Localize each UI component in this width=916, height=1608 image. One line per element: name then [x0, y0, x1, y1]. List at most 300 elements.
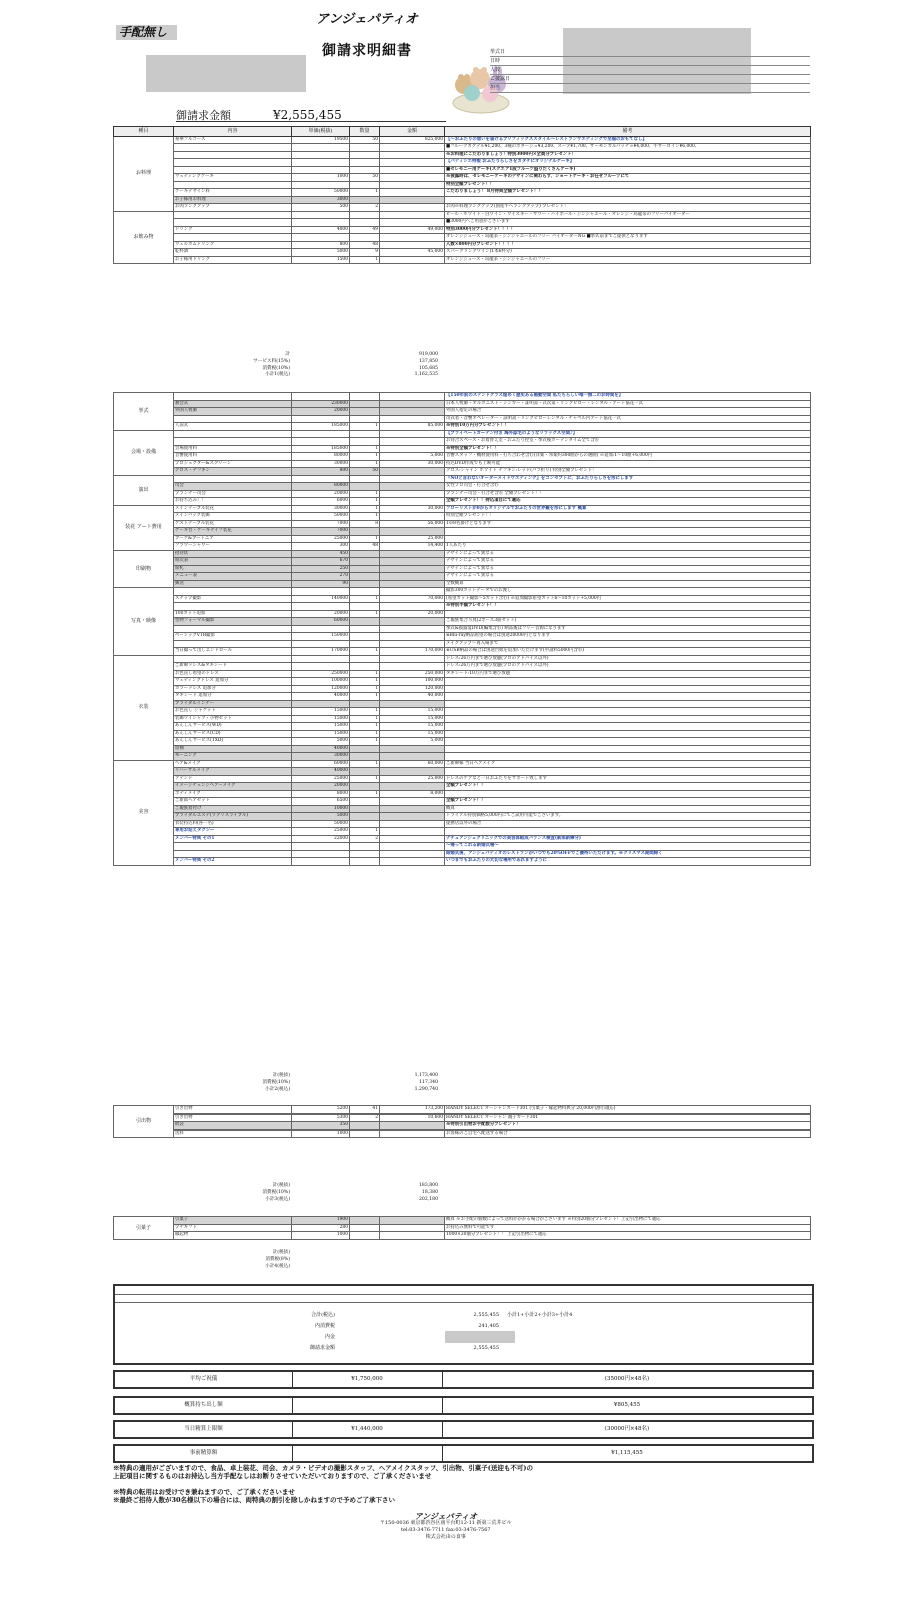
- item-cell: ご新婦ドレス&タキシード: [174, 663, 292, 671]
- item-cell: [174, 843, 292, 851]
- note-cell: 人数×800円分プレゼント！！！！: [445, 241, 811, 249]
- footer-brand: アンジェパティオ: [414, 1511, 478, 1521]
- item-cell: お色直し ジャケット: [174, 708, 292, 716]
- note-cell: [445, 610, 811, 618]
- qty-cell: 1: [350, 423, 380, 431]
- table-row: [114, 505, 811, 513]
- qty-cell: [350, 640, 380, 648]
- price-cell: [292, 393, 350, 401]
- note-cell: ※特別引出物お手配数分プレゼント！: [445, 1122, 811, 1130]
- table-row: [114, 745, 811, 753]
- price-cell: 1000: [292, 1232, 350, 1240]
- table-row: [114, 204, 811, 212]
- category-cell: 引菓子: [114, 1217, 174, 1240]
- total-label: 御請求金額: [176, 109, 231, 122]
- brand-name: アンジェパティオ: [316, 12, 418, 27]
- item-cell: [174, 166, 292, 174]
- settlement-detail: ¥1,115,455: [611, 1450, 643, 1456]
- table-row: [114, 760, 811, 768]
- subtotal-line: [170, 359, 438, 366]
- qty-cell: 1: [350, 685, 380, 693]
- note-cell: 『NOと言わないオーダーメイドウエディング』をコンセプトに、おふたりらしさを形にします: [445, 475, 811, 483]
- qty-cell: [350, 580, 380, 588]
- qty-cell: [350, 700, 380, 708]
- amount-cell: [380, 798, 445, 806]
- amount-cell: [380, 565, 445, 573]
- item-cell: リハーサルメイク: [174, 768, 292, 776]
- note-cell: 特別3000円分プレゼント！！！！: [445, 226, 811, 234]
- footnote-line: ※特典の適用がございますので、食品、卓上装花、司会、カメラ・ビデオの撮影スタッフ、ヘアメイクスタッフ、引出物、引菓子(送迎も不可)の: [113, 1464, 533, 1472]
- price-cell: 5000: [292, 738, 350, 746]
- amount-cell: [380, 174, 445, 182]
- table-row: [114, 453, 811, 461]
- note-cell: こだわりましょう！ 8月特典全額プレゼント！！: [445, 189, 811, 197]
- item-cell: イメージチェンジヘアーメイク: [174, 783, 292, 791]
- table-row: [114, 708, 811, 716]
- item-cell: お持ち込み！！: [174, 498, 292, 506]
- amount-cell: 15,000: [380, 723, 445, 731]
- amount-cell: [380, 415, 445, 423]
- amount-cell: 15,000: [380, 708, 445, 716]
- subtotal-line: [170, 1183, 438, 1190]
- item-cell: 引き出物: [174, 1114, 292, 1122]
- qty-cell: 1: [350, 595, 380, 603]
- qty-cell: [350, 483, 380, 491]
- item-cell: 100カット追加: [174, 610, 292, 618]
- item-cell: 当日撮って出しエンドロール: [174, 648, 292, 656]
- note-cell: ※披露時は、セレモニーケーキのデザインに関わらず、ショートケーキ・お任せフルーツにて: [445, 174, 811, 182]
- item-cell: 型物フォーマル撮影: [174, 618, 292, 626]
- table-row: [114, 850, 811, 858]
- item-cell: あんしんサービス(TXD): [174, 738, 292, 746]
- subtotal-line: [170, 366, 438, 373]
- table-row: [114, 625, 811, 633]
- table-row: [114, 159, 811, 167]
- price-cell: 22000: [292, 835, 350, 843]
- price-cell: 250: [292, 565, 350, 573]
- table-row: [114, 670, 811, 678]
- price-cell: [292, 159, 350, 167]
- note-cell: ■3000円へご用意がございます: [445, 219, 811, 227]
- item-cell: あんしんサービス(CD): [174, 730, 292, 738]
- table-row: [114, 805, 811, 813]
- price-cell: 60000: [292, 760, 350, 768]
- note-cell: 司式者・音響オペレーター・証明書・リングピローレンタル・チャペル内アート協花一式: [445, 415, 811, 423]
- qty-cell: 48: [350, 543, 380, 551]
- item-cell: あんしんサービス(WD): [174, 723, 292, 731]
- price-cell: 670: [292, 558, 350, 566]
- subtotal-label: サービス料(15%): [253, 358, 290, 364]
- amount-cell: 5,000: [380, 453, 445, 461]
- note-cell: [445, 196, 811, 204]
- item-cell: ベーシックVTR撮影: [174, 633, 292, 641]
- price-cell: 3000: [292, 196, 350, 204]
- note-cell: [445, 738, 811, 746]
- note-cell: ナチュアンジェクリニックでの美容体組成バランス検査(新郎新婦分): [445, 835, 811, 843]
- qty-cell: 1: [350, 730, 380, 738]
- table-row: [114, 249, 811, 257]
- summary-box: [113, 1284, 814, 1365]
- amount-cell: 49,000: [380, 226, 445, 234]
- note-cell: 外国人指定の場合: [445, 408, 811, 416]
- subtotal-line: [170, 1087, 438, 1094]
- note-cell: 全数概算: [445, 580, 811, 588]
- amount-cell: [380, 588, 445, 596]
- qty-cell: 1: [350, 693, 380, 701]
- item-cell: アテンド: [174, 775, 292, 783]
- item-cell: [174, 603, 292, 611]
- item-cell: ご親族着付け: [174, 805, 292, 813]
- table-row: [114, 460, 811, 468]
- price-cell: 800: [292, 468, 350, 476]
- summary-value: 241,405: [478, 1323, 499, 1329]
- amount-cell: 25,000: [380, 535, 445, 543]
- qty-cell: [350, 768, 380, 776]
- note-cell: お待合スペース・お着替え室・おふたり控室・挙式後ガーデンタイム全て含む: [445, 438, 811, 446]
- item-cell: お子様用お料理: [174, 196, 292, 204]
- item-cell: メンバー特典 その1: [174, 835, 292, 843]
- total-value: ¥2,555,455: [273, 108, 342, 122]
- info-field: 担当: [490, 84, 810, 93]
- price-cell: 120000: [292, 685, 350, 693]
- note-cell: いつまでもおふたりの大切な場所であれますように: [445, 858, 811, 866]
- table-row: [114, 693, 811, 701]
- note-cell: 全額プレゼント！！持込項目にて適応: [445, 498, 811, 506]
- table-row: [114, 738, 811, 746]
- item-cell: お子様用ドリンク: [174, 256, 292, 264]
- item-cell: 招待状: [174, 550, 292, 558]
- amount-cell: [380, 468, 445, 476]
- table-row: [114, 1232, 811, 1240]
- price-cell: 150000: [292, 633, 350, 641]
- item-cell: [174, 219, 292, 227]
- subtotal-value: 117,340: [419, 1079, 438, 1085]
- amount-cell: [380, 663, 445, 671]
- table-row: [114, 219, 811, 227]
- qty-cell: [350, 166, 380, 174]
- amount-cell: 14,400: [380, 543, 445, 551]
- price-cell: 15000: [292, 723, 350, 731]
- table-row: [114, 1224, 811, 1232]
- note-cell: デザインによって異なる: [445, 565, 811, 573]
- subtotal-line: [170, 1264, 438, 1271]
- table-row: [114, 828, 811, 836]
- amount-cell: [380, 1130, 445, 1138]
- amount-cell: [380, 655, 445, 663]
- note-cell: [445, 745, 811, 753]
- item-cell: タキシード 追加分: [174, 693, 292, 701]
- note-cell: ドレス:26万円まで選び放題(プロのアドバイス以外): [445, 663, 811, 671]
- price-cell: [292, 234, 350, 242]
- item-cell: [174, 588, 292, 596]
- note-cell: 全額プレゼント！！: [445, 783, 811, 791]
- price-cell: 300: [292, 543, 350, 551]
- price-cell: 90: [292, 580, 350, 588]
- amount-cell: [380, 805, 445, 813]
- price-cell: 10000: [292, 805, 350, 813]
- amount-cell: 20,000: [380, 610, 445, 618]
- item-cell: プロジェクター&スクリーン: [174, 460, 292, 468]
- amount-cell: 40,000: [380, 693, 445, 701]
- note-cell: オレンジジュース・烏龍茶・ジンジャエールのフリー バイオーダーNG ■挙式前までご提供となります: [445, 234, 811, 242]
- qty-cell: 1: [350, 505, 380, 513]
- info-field: 人数: [490, 66, 810, 75]
- qty-cell: 1: [350, 715, 380, 723]
- qty-cell: [350, 1232, 380, 1240]
- subtotal-value: 1,290,740: [414, 1086, 438, 1092]
- page-title: 御請求明細書: [322, 43, 412, 59]
- qty-cell: 48: [350, 241, 380, 249]
- price-cell: [292, 166, 350, 174]
- price-cell: 1000: [292, 174, 350, 182]
- category-cell: 写真・映像: [114, 588, 174, 656]
- qty-cell: [350, 1130, 380, 1138]
- price-cell: 40000: [292, 745, 350, 753]
- note-cell: 概算: [445, 805, 811, 813]
- table-row: [114, 1114, 811, 1122]
- qty-cell: [350, 393, 380, 401]
- note-cell: お肉※料理ランクアップ(国産牛へランクアップ) プレゼント！: [445, 204, 811, 212]
- table-row: [114, 256, 811, 264]
- qty-cell: [350, 159, 380, 167]
- price-cell: 30000: [292, 460, 350, 468]
- item-cell: [174, 430, 292, 438]
- table-row: [114, 181, 811, 189]
- qty-cell: [350, 211, 380, 219]
- amount-cell: 170,000: [380, 648, 445, 656]
- item-cell: [174, 181, 292, 189]
- item-cell: [174, 151, 292, 159]
- qty-cell: 1: [350, 828, 380, 836]
- amount-cell: [380, 445, 445, 453]
- subtotal-value: 105,685: [419, 365, 438, 371]
- subtotal-line: [170, 1257, 438, 1264]
- table-row: [114, 400, 811, 408]
- note-cell: 【プライベートガーデン付き 海外邸宅のようなリラックス空間♪】: [445, 430, 811, 438]
- item-cell: モーニング: [174, 753, 292, 761]
- note-cell: HANDY SELECT オーシャン 親子カード301: [445, 1114, 811, 1122]
- amount-cell: [380, 828, 445, 836]
- summary-line: [175, 1343, 795, 1354]
- subtotal-line: [170, 1073, 438, 1080]
- qty-cell: [350, 408, 380, 416]
- price-cell: 185000: [292, 445, 350, 453]
- amount-cell: [380, 151, 445, 159]
- qty-cell: [350, 430, 380, 438]
- table-row: [114, 768, 811, 776]
- info-fields: [490, 48, 810, 93]
- price-cell: [292, 663, 350, 671]
- note-cell: 挙式&披露宴DVD(編集含む) 納品後はフリー音源になります: [445, 625, 811, 633]
- amount-cell: [380, 813, 445, 821]
- settlement-detail: (35000円×48名): [604, 1376, 650, 1382]
- table-row: [114, 423, 811, 431]
- amount-cell: [380, 400, 445, 408]
- price-cell: 1500: [292, 256, 350, 264]
- qty-cell: [350, 858, 380, 866]
- price-cell: 230000: [292, 400, 350, 408]
- price-cell: 1000: [292, 1130, 350, 1138]
- note-cell: 【パティシエ特製 おふたりらしさをカタチにオリジナルケーキ】: [445, 159, 811, 167]
- subtotal-value: 183,800: [419, 1183, 438, 1188]
- price-cell: [292, 603, 350, 611]
- price-cell: 80000: [292, 453, 350, 461]
- table-row: [114, 783, 811, 791]
- note-cell: 音響スタッフ・機材使用料・打ち合わせ含む(洋楽・邦楽約300曲からの選曲) ※追加:1〜10曲+6,000円: [445, 453, 811, 461]
- redacted-block: [445, 1331, 515, 1343]
- qty-cell: 1: [350, 445, 380, 453]
- redacted-block: [146, 55, 306, 92]
- table-row: [114, 648, 811, 656]
- subtotal-value: 1,162,535: [414, 372, 438, 378]
- amount-cell: [380, 618, 445, 626]
- item-cell: 席次表: [174, 558, 292, 566]
- price-cell: 50000: [292, 513, 350, 521]
- amount-cell: 56,000: [380, 520, 445, 528]
- amount-cell: 85,000: [380, 423, 445, 431]
- qty-cell: [350, 400, 380, 408]
- price-cell: [292, 181, 350, 189]
- qty-cell: 1: [350, 256, 380, 264]
- note-cell: ※Blu-ray納品希望の場合は別途20000円となります: [445, 633, 811, 641]
- table-row: [114, 189, 811, 197]
- price-cell: 20000: [292, 783, 350, 791]
- subtotal-1: [170, 352, 438, 379]
- column-header: 内容: [174, 127, 292, 137]
- settlement-row: [113, 1396, 814, 1415]
- qty-cell: [350, 843, 380, 851]
- price-cell: [292, 415, 350, 423]
- table-row: [114, 580, 811, 588]
- item-cell: 司会: [174, 483, 292, 491]
- subtotal-value: 137,850: [419, 358, 438, 364]
- price-cell: 5000: [292, 813, 350, 821]
- note-cell: ドレスのケアなど一日おふたりをサポート致します: [445, 775, 811, 783]
- amount-cell: [380, 640, 445, 648]
- table-row: [114, 166, 811, 174]
- summary-label: 内消費税: [314, 1323, 335, 1329]
- price-cell: 20000: [292, 490, 350, 498]
- table-row: [114, 234, 811, 242]
- category-cell: 衣装: [114, 655, 174, 760]
- amount-cell: [380, 850, 445, 858]
- amount-cell: [380, 483, 445, 491]
- item-cell: プランナー司会: [174, 490, 292, 498]
- info-field: 挙式日: [490, 48, 810, 57]
- item-cell: 音響使用料: [174, 453, 292, 461]
- amount-cell: [380, 528, 445, 536]
- table-row: [114, 558, 811, 566]
- note-cell: [445, 693, 811, 701]
- item-cell: 衣装持込料(各一名): [174, 820, 292, 828]
- table-row: [114, 730, 811, 738]
- subtotal-label: 計(税抜): [272, 1183, 290, 1188]
- qty-cell: [350, 753, 380, 761]
- settlement-value: [292, 1398, 443, 1413]
- note-cell: 女性プロ司会・打合せ含む: [445, 483, 811, 491]
- table-row: [114, 588, 811, 596]
- subtotal-label: 小計1(税込): [265, 372, 290, 378]
- price-cell: 140000: [292, 595, 350, 603]
- amount-cell: [380, 835, 445, 843]
- price-cell: [292, 655, 350, 663]
- amount-cell: 8,000: [380, 790, 445, 798]
- item-cell: フラワーシャワー: [174, 543, 292, 551]
- table-row: [114, 211, 811, 219]
- amount-cell: [380, 408, 445, 416]
- qty-cell: 1: [350, 453, 380, 461]
- note-cell: 特別全額プレゼント！！: [445, 181, 811, 189]
- note-cell: 【150年前のステンドグラス煌めく歴史ある感動空間 私たちらしい唯一無二のお時間を】: [445, 393, 811, 401]
- amount-cell: 15,000: [380, 715, 445, 723]
- settlement-label: 概算持ち出し額: [115, 1398, 293, 1413]
- table-row: [114, 790, 811, 798]
- note-cell: デザインによって異なる: [445, 573, 811, 581]
- subtotal-line: [170, 352, 438, 359]
- note-cell: 提携店以外の場合: [445, 820, 811, 828]
- item-cell: メンバー特典 その2: [174, 858, 292, 866]
- qty-cell: 1: [350, 790, 380, 798]
- table-row: [114, 520, 811, 528]
- note-cell: ※特別半額プレゼント！！: [445, 603, 811, 611]
- subtotal-value: 18,380: [421, 1189, 438, 1195]
- amount-cell: [380, 234, 445, 242]
- note-cell: お客様のご自宅へ配送する場合: [445, 1130, 811, 1138]
- amount-cell: [380, 393, 445, 401]
- table-row: [114, 430, 811, 438]
- item-cell: ウェルカムドリンク: [174, 241, 292, 249]
- column-header: 種目: [114, 127, 174, 137]
- qty-cell: [350, 745, 380, 753]
- subtotal-label: 消費税(10%): [262, 365, 290, 371]
- category-cell: 挙式: [114, 393, 174, 431]
- qty-cell: [350, 475, 380, 483]
- table-row: [114, 573, 811, 581]
- table-row: [114, 535, 811, 543]
- settlement-value: ¥1,750,000: [292, 1372, 443, 1387]
- qty-cell: 1: [350, 708, 380, 716]
- summary-label: 合計(税込): [311, 1312, 335, 1318]
- table-row: [114, 820, 811, 828]
- note-cell: (希望カット撮影〜5カット含む) ※追加撮影希望カット6〜10カット+5,000円: [445, 595, 811, 603]
- qty-cell: [350, 805, 380, 813]
- amount-cell: 15,000: [380, 730, 445, 738]
- qty-cell: [350, 655, 380, 663]
- table-row: [114, 475, 811, 483]
- item-cell: ケーキ台・ケーキナイフ装花: [174, 528, 292, 536]
- settlement-value: ¥1,440,000: [292, 1422, 443, 1437]
- column-header: 金額: [380, 127, 445, 137]
- subtotal-line: [170, 1250, 438, 1257]
- note-cell: 持込DVD作成でも上映可能: [445, 460, 811, 468]
- item-cell: ご新郎ヘアセット: [174, 798, 292, 806]
- table-row: [114, 775, 811, 783]
- price-cell: 19500: [292, 136, 350, 144]
- category-cell: 会場・設備: [114, 430, 174, 475]
- settlement-label: 事前精算額: [115, 1446, 293, 1461]
- note-cell: HANDY SELECT オーシャンカード301 (引菓子・縁起物特典分 20,000円割引適応): [445, 1106, 811, 1114]
- qty-cell: [350, 151, 380, 159]
- note-cell: 【〜おふたりの想いを届けるプリフィックススタイル〜レストランウエディングで至福のおもてなし】: [445, 136, 811, 144]
- amount-cell: [380, 241, 445, 249]
- price-cell: [292, 151, 350, 159]
- table-row: [114, 498, 811, 506]
- qty-cell: [350, 813, 380, 821]
- price-cell: 25000: [292, 535, 350, 543]
- table-row: [114, 226, 811, 234]
- table-row: [114, 543, 811, 551]
- note-cell: トライアル特別価格5,000円にてご試用可能でございます。: [445, 813, 811, 821]
